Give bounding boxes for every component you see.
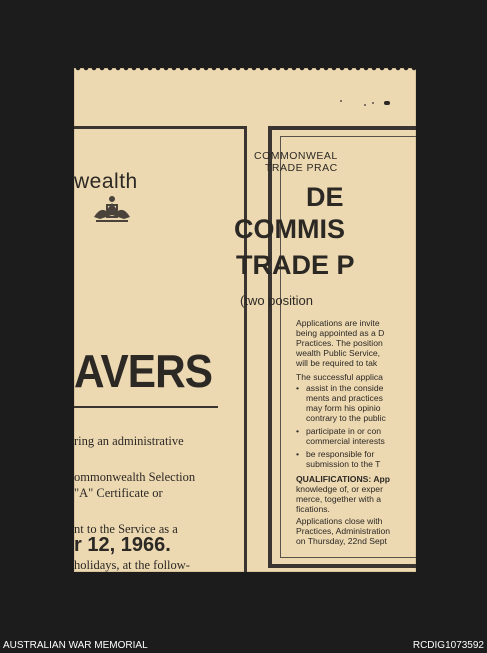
ink-dot: [340, 100, 342, 102]
right-advert-line: contrary to the public: [306, 413, 386, 423]
left-advert-title: AVERS: [74, 345, 213, 397]
left-advert-line: ring an administrative: [74, 434, 184, 448]
left-advert-line: nt to the Service as a: [74, 522, 178, 536]
right-advert-line: merce, together with a: [296, 494, 382, 504]
right-advert-line: knowledge of, or exper: [296, 484, 383, 494]
right-advert-line: be responsible for: [306, 449, 375, 459]
ink-dot: [364, 104, 366, 106]
right-advert-line: submission to the T: [306, 459, 381, 469]
right-advert-line: assist in the conside: [306, 383, 384, 393]
right-advert-header: COMMONWEAL: [254, 150, 338, 162]
right-advert-line: will be required to tak: [296, 358, 378, 368]
bullet-icon: •: [296, 383, 300, 393]
left-advert-line: "A" Certificate or: [74, 486, 163, 500]
ink-dot: [372, 102, 374, 104]
right-advert-header: TRADE PRAC: [265, 162, 338, 174]
right-advert-line: wealth Public Service,: [296, 348, 381, 358]
left-advert-line: ommonwealth Selection: [74, 470, 196, 484]
right-advert-line: on Thursday, 22nd Sept: [296, 536, 387, 546]
right-advert-line: commercial interests: [306, 436, 385, 446]
bullet-icon: •: [296, 426, 300, 436]
right-advert-line: may form his opinio: [306, 403, 381, 413]
coat-of-arms-icon: [90, 193, 134, 225]
right-advert-line: Applications close with: [296, 516, 383, 526]
left-advert-heading: wealth: [74, 170, 138, 193]
right-advert-title: COMMIS: [234, 214, 345, 244]
footer-record-id: RCDIG1073592: [412, 640, 484, 651]
left-advert-line: holidays, at the follow-: [74, 558, 190, 572]
right-advert-subtitle: (two position: [240, 293, 313, 308]
title-underline: [74, 406, 218, 408]
right-advert-line: Applications are invite: [296, 318, 380, 328]
right-advert-line: Practices, Administration: [296, 526, 391, 536]
right-advert-line: participate in or con: [306, 426, 381, 436]
ink-mark: [384, 101, 390, 105]
bullet-icon: •: [296, 449, 300, 459]
left-advert-date: r 12, 1966.: [74, 534, 171, 556]
right-advert-line: QUALIFICATIONS: App: [296, 474, 391, 484]
footer-source: AUSTRALIAN WAR MEMORIAL: [3, 640, 148, 651]
right-advert-line: Practices. The position: [296, 338, 383, 348]
right-advert-line: being appointed as a D: [296, 328, 385, 338]
right-advert-title: DE: [306, 182, 344, 212]
right-advert-line: ments and practices: [306, 393, 383, 403]
right-advert-title: TRADE P: [236, 250, 355, 280]
right-advert-line: fications.: [296, 504, 330, 514]
right-advert-line: The successful applica: [296, 372, 383, 382]
